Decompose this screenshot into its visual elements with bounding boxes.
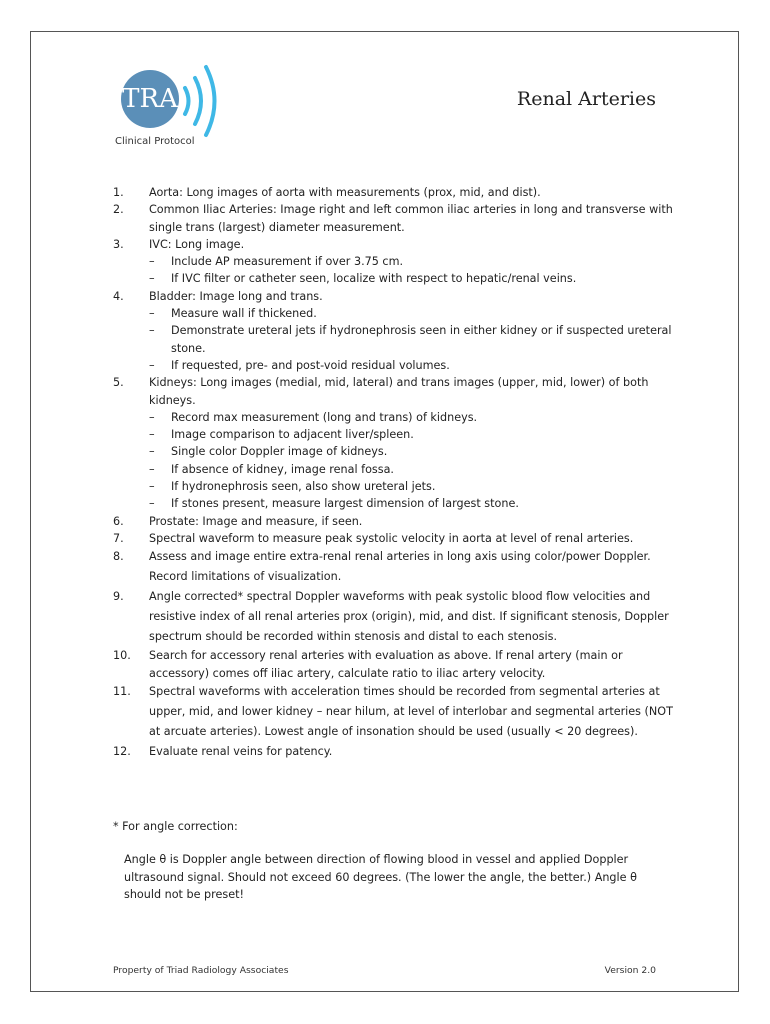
list-item <box>113 513 673 530</box>
page-title: Renal Arteries <box>516 88 656 110</box>
sub-item-text: Record max measurement (long and trans) of kidneys. <box>171 410 478 424</box>
step-text: Search for accessory renal arteries with evaluation as above. If renal artery (main or accessory) comes off iliac artery, calculate ratio to iliac artery velocity. <box>149 649 623 680</box>
sub-item <box>149 461 673 478</box>
step-text: Common Iliac Arteries: Image right and left common iliac arteries in long and transverse with single trans (largest) diameter measurement. <box>149 203 673 234</box>
footer-version: Version 2.0 <box>604 965 656 976</box>
document-subtitle: Clinical Protocol <box>115 136 195 147</box>
list-item <box>113 530 673 547</box>
protocol-steps <box>113 184 673 762</box>
sub-item <box>149 270 673 287</box>
step-text: Bladder: Image long and trans. <box>149 289 323 303</box>
sub-item <box>149 305 673 322</box>
sub-item <box>149 426 673 443</box>
list-item <box>113 682 673 742</box>
document-page <box>30 31 739 992</box>
step-number: 12. <box>113 744 131 758</box>
list-item <box>113 288 673 374</box>
footer-owner: Property of Triad Radiology Associates <box>113 965 289 976</box>
step-number: 11. <box>113 684 131 698</box>
sub-item-text: If stones present, measure largest dimension of largest stone. <box>171 497 519 511</box>
dash-bullet: – <box>149 497 155 511</box>
step-number: 9. <box>113 590 124 604</box>
step-number: 6. <box>113 514 124 528</box>
step-number: 1. <box>113 186 124 199</box>
dash-bullet: – <box>149 255 155 269</box>
dash-bullet: – <box>149 272 155 286</box>
sub-item-text: Image comparison to adjacent liver/spleen. <box>171 428 414 442</box>
sub-item-text: If requested, pre- and post-void residual volumes. <box>171 358 450 372</box>
dash-bullet: – <box>149 445 155 459</box>
list-item <box>113 184 673 201</box>
sub-item <box>149 322 673 357</box>
dash-bullet: – <box>149 358 155 372</box>
dash-bullet: – <box>149 462 155 476</box>
list-item <box>113 742 673 762</box>
dash-bullet: – <box>149 428 155 442</box>
step-text: Spectral waveform to measure peak systolic velocity in aorta at level of renal arteries. <box>149 531 634 545</box>
step-number: 10. <box>113 649 131 663</box>
step-text: Spectral waveforms with acceleration times should be recorded from segmental arteries at upper, mid, and lower kidney – near hilum, at level of interlobar and segmental arteries (NOT at arcuate arteries). Lowest angle of insonation should be used (usually < 20 degrees). <box>149 684 673 738</box>
step-text: Prostate: Image and measure, if seen. <box>149 514 363 528</box>
logo-circle: TRA <box>121 70 179 128</box>
sub-item <box>149 443 673 460</box>
step-number: 4. <box>113 289 124 303</box>
step-text: Assess and image entire extra-renal renal arteries in long axis using color/power Doppler. Record limitations of visualization. <box>149 550 651 584</box>
step-number: 5. <box>113 376 124 390</box>
sub-item-text: If absence of kidney, image renal fossa. <box>171 462 394 476</box>
tra-logo <box>117 64 237 136</box>
sub-item-text: Single color Doppler image of kidneys. <box>171 445 388 459</box>
signal-waves-icon <box>179 64 239 138</box>
step-number: 7. <box>113 531 124 545</box>
list-item <box>113 201 673 236</box>
list-item <box>113 587 673 647</box>
dash-bullet: – <box>149 324 155 338</box>
sub-item-text: If hydronephrosis seen, also show ureteral jets. <box>171 480 436 494</box>
sub-item <box>149 409 673 426</box>
step-text: Angle corrected* spectral Doppler waveforms with peak systolic blood flow velocities and resistive index of all renal arteries prox (origin), mid, and dist. If significant stenosis, Doppler spectrum should be recorded within stenosis and distal to each stenosis. <box>149 590 669 644</box>
step-text: Evaluate renal veins for patency. <box>149 744 333 758</box>
note-heading: * For angle correction: <box>113 820 238 833</box>
step-text: Aorta: Long images of aorta with measurements (prox, mid, and dist). <box>149 186 541 199</box>
sub-item <box>149 478 673 495</box>
step-number: 3. <box>113 237 124 251</box>
list-item <box>113 647 673 682</box>
list-item <box>113 547 673 587</box>
sub-item-text: Demonstrate ureteral jets if hydronephrosis seen in either kidney or if suspected ureteral stone. <box>171 324 672 355</box>
dash-bullet: – <box>149 410 155 424</box>
list-item <box>113 236 673 288</box>
list-item <box>113 374 673 512</box>
step-text: IVC: Long image. <box>149 237 245 251</box>
sub-item-text: Include AP measurement if over 3.75 cm. <box>171 255 404 269</box>
dash-bullet: – <box>149 480 155 494</box>
angle-correction-note <box>113 818 673 903</box>
sub-item-text: Measure wall if thickened. <box>171 307 317 321</box>
sub-item <box>149 495 673 512</box>
step-number: 2. <box>113 203 124 217</box>
dash-bullet: – <box>149 307 155 321</box>
note-body: Angle θ is Doppler angle between direction of flowing blood in vessel and applied Doppler ultrasound signal. Should not exceed 60 degrees. (The lower the angle, the better.) Angle θ should not be preset! <box>124 853 637 901</box>
sub-item <box>149 357 673 374</box>
step-number: 8. <box>113 550 124 564</box>
sub-item-text: If IVC filter or catheter seen, localize with respect to hepatic/renal veins. <box>171 272 577 286</box>
sub-item <box>149 253 673 270</box>
step-text: Kidneys: Long images (medial, mid, lateral) and trans images (upper, mid, lower) of both kidneys. <box>149 376 649 407</box>
